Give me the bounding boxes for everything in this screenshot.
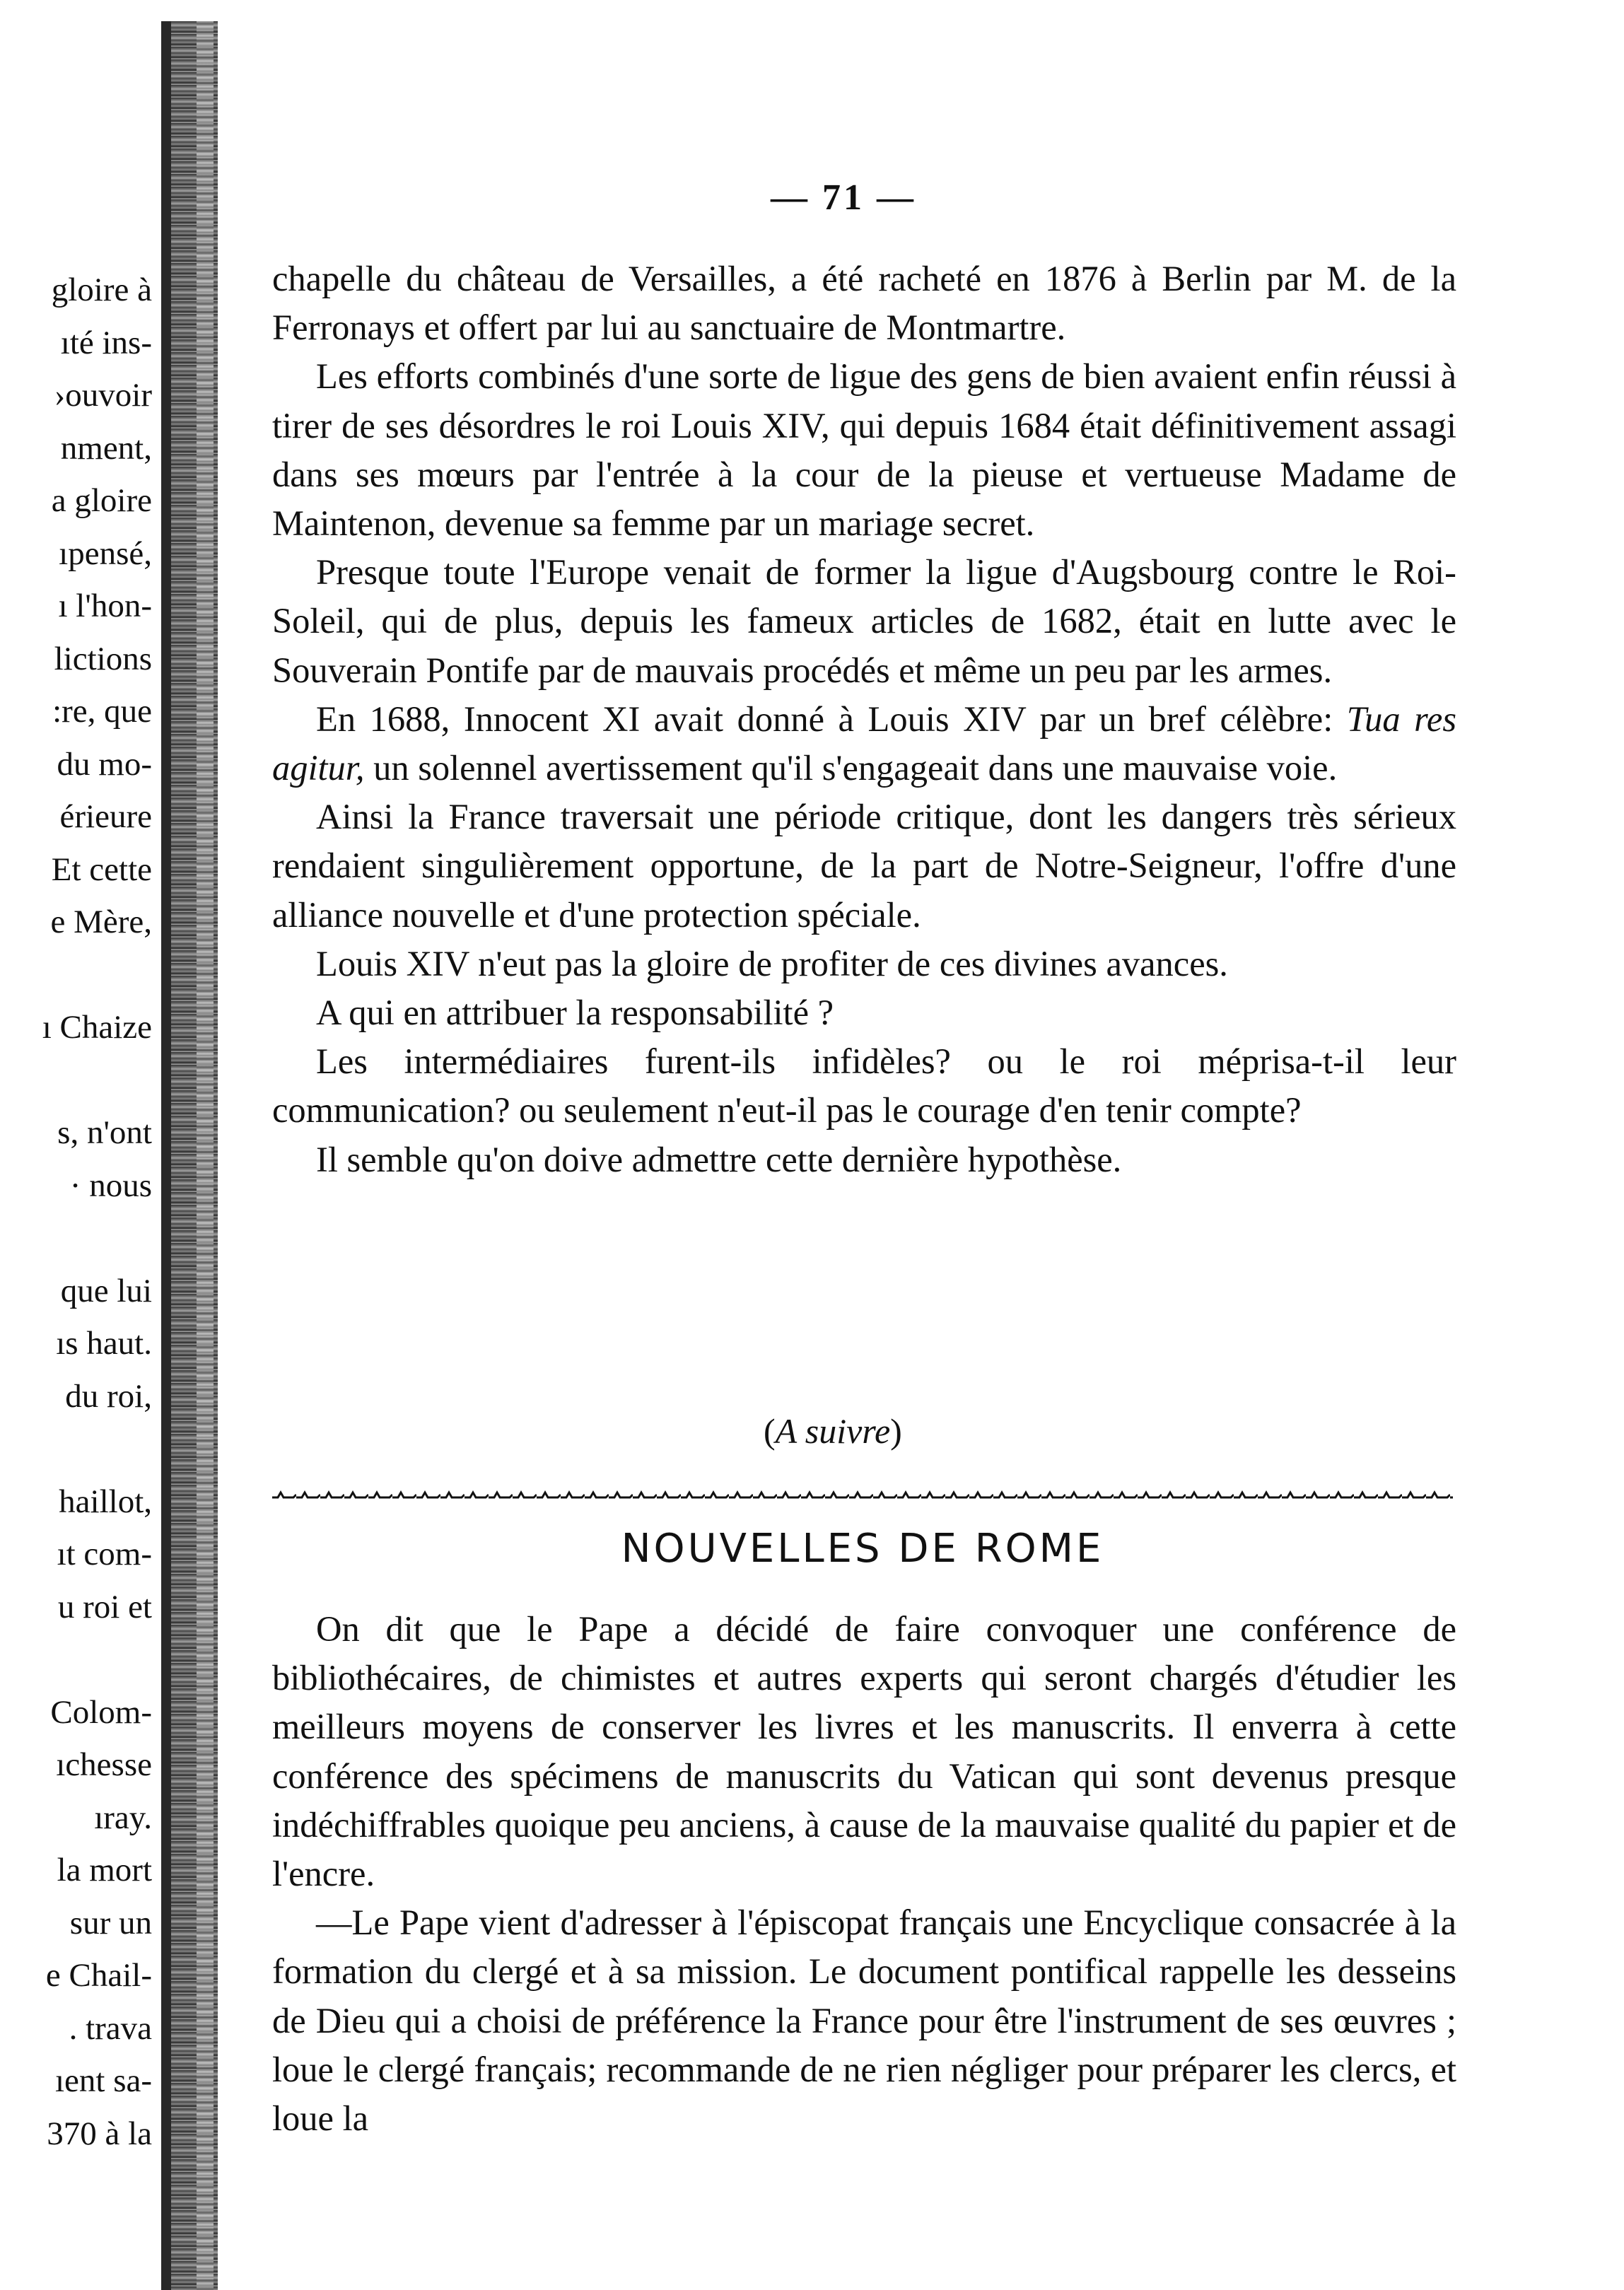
- paragraph-4-end: un solennel avertissement qu'il s'engageait dans une mauvaise voie.: [364, 748, 1338, 788]
- paragraph-1: chapelle du château de Versailles, a été racheté en 1876 à Berlin par M. de la Ferronays et offert par lui au sanctuaire de Montmartre.: [272, 259, 1456, 348]
- news-body: [272, 1605, 1456, 2143]
- paragraph-8: Les intermédiaires furent-ils infidèles? ou le roi méprisa-t-il leur communication? ou seulement n'eut-il pas le courage d'en tenir compte?: [272, 1041, 1456, 1131]
- fragment-line: ıent sa-: [54, 2062, 152, 2099]
- fragment-line: :re, que: [52, 693, 152, 730]
- news-paragraph-2: —Le Pape vient d'adresser à l'épiscopat français une Encyclique consacrée à la formation du clergé et à sa mission. Le document pontifical rappelle les desseins de Dieu qui a choisi de préférence la France pour être l'instrument de ses œuvres ; loue le clergé français; recommande de ne rien négliger pour préparer les clercs, et loue la: [272, 1903, 1456, 2139]
- paragraph-4-start: En 1688, Innocent XI avait donné à Louis XIV par un bref célèbre:: [316, 699, 1347, 739]
- fragment-line: ıs haut.: [56, 1325, 152, 1362]
- fragment-line: nment,: [60, 429, 152, 467]
- paragraph-2: Les efforts combinés d'une sorte de ligue des gens de bien avaient enfin réussi à tirer de ses désordres le roi Louis XIV, qui depuis 1684 était définitivement assagi dans ses mœurs par l'entrée à la cour de la pieuse et vertueuse Madame de Maintenon, devenue sa femme par un mariage secret.: [272, 356, 1456, 544]
- paragraph-4: [272, 695, 1456, 793]
- fragment-line: Et cette: [51, 851, 152, 888]
- fragment-line: ıchesse: [56, 1746, 152, 1783]
- latin-quote: Tua res agitur,: [272, 699, 1456, 788]
- section-divider-rule: [272, 1490, 1453, 1500]
- fragment-line: gloire à: [51, 271, 152, 308]
- fragment-line: ıt com-: [57, 1536, 152, 1572]
- fragment-line: érieure: [59, 798, 152, 835]
- news-paragraph-1: On dit que le Pape a décidé de faire convoquer une conférence de bibliothécaires, de chimistes et autres experts qui seront chargés d'étudier les meilleurs moyens de conserver les livres et les manuscrits. Il enverra à cette conférence des spécimens de manuscrits du Vatican qui sont devenus presque indéchiffrables quoique peu anciens, à cause de la mauvaise qualité du papier et de l'encre.: [272, 1609, 1456, 1894]
- article-body: [272, 255, 1456, 1184]
- paragraph-3: Presque toute l'Europe venait de former la ligue d'Augsbourg contre le Roi-Soleil, qui de plus, depuis les fameux articles de 1682, était en lutte avec le Souverain Pontife par de mauvais procédés et même un peu par les armes.: [272, 552, 1456, 690]
- fragment-line: que lui: [60, 1272, 152, 1309]
- fragment-line: . trava: [69, 2009, 152, 2047]
- to-be-continued-text: A suivre: [775, 1411, 891, 1451]
- paragraph-9: Il semble qu'on doive admettre cette dernière hypothèse.: [316, 1139, 1122, 1179]
- fragment-line: e Mère,: [50, 904, 152, 940]
- fragment-line: u roi et: [57, 1588, 152, 1625]
- fragment-line: du mo-: [57, 745, 152, 783]
- fragment-line: · nous: [69, 1167, 152, 1204]
- section-title: NOUVELLES DE ROME: [621, 1526, 1104, 1572]
- paragraph-7: A qui en attribuer la responsabilité ?: [316, 993, 834, 1033]
- fragment-line: 370 à la: [47, 2115, 152, 2152]
- fragment-line: lictions: [54, 640, 152, 677]
- fragment-line: Colom-: [50, 1693, 152, 1731]
- binding-gutter: [161, 21, 218, 2290]
- paragraph-6: Louis XIV n'eut pas la gloire de profiter de ces divines avances.: [316, 943, 1228, 983]
- fragment-line: sur un: [69, 1904, 152, 1941]
- fragment-line: e Chail-: [45, 1957, 152, 1994]
- page-number: — 71 —: [771, 177, 916, 218]
- paren-close: ): [890, 1411, 902, 1451]
- fragment-line: a gloire: [51, 482, 152, 519]
- paragraph-5: Ainsi la France traversait une période critique, dont les dangers très sérieux rendaient singulièrement opportune, de la part de Notre-Seigneur, l'offre d'une alliance nouvelle et d'une protection spéciale.: [272, 797, 1456, 935]
- fragment-line: ›ouvoir: [54, 377, 152, 414]
- to-be-continued: [764, 1410, 902, 1451]
- fragment-line: haillot,: [59, 1483, 152, 1520]
- fragment-line: ı Chaize: [42, 1009, 152, 1046]
- fragment-line: ıpensé,: [59, 534, 152, 572]
- fragment-line: la mort: [57, 1852, 152, 1888]
- fragment-line: ı l'hon-: [58, 588, 152, 624]
- fragment-line: ıray.: [94, 1799, 152, 1836]
- paren-open: (: [764, 1411, 776, 1451]
- fragment-line: du roi,: [65, 1377, 152, 1415]
- fragment-line: ıté ins-: [60, 324, 152, 361]
- fragment-line: s, n'ont: [57, 1114, 152, 1151]
